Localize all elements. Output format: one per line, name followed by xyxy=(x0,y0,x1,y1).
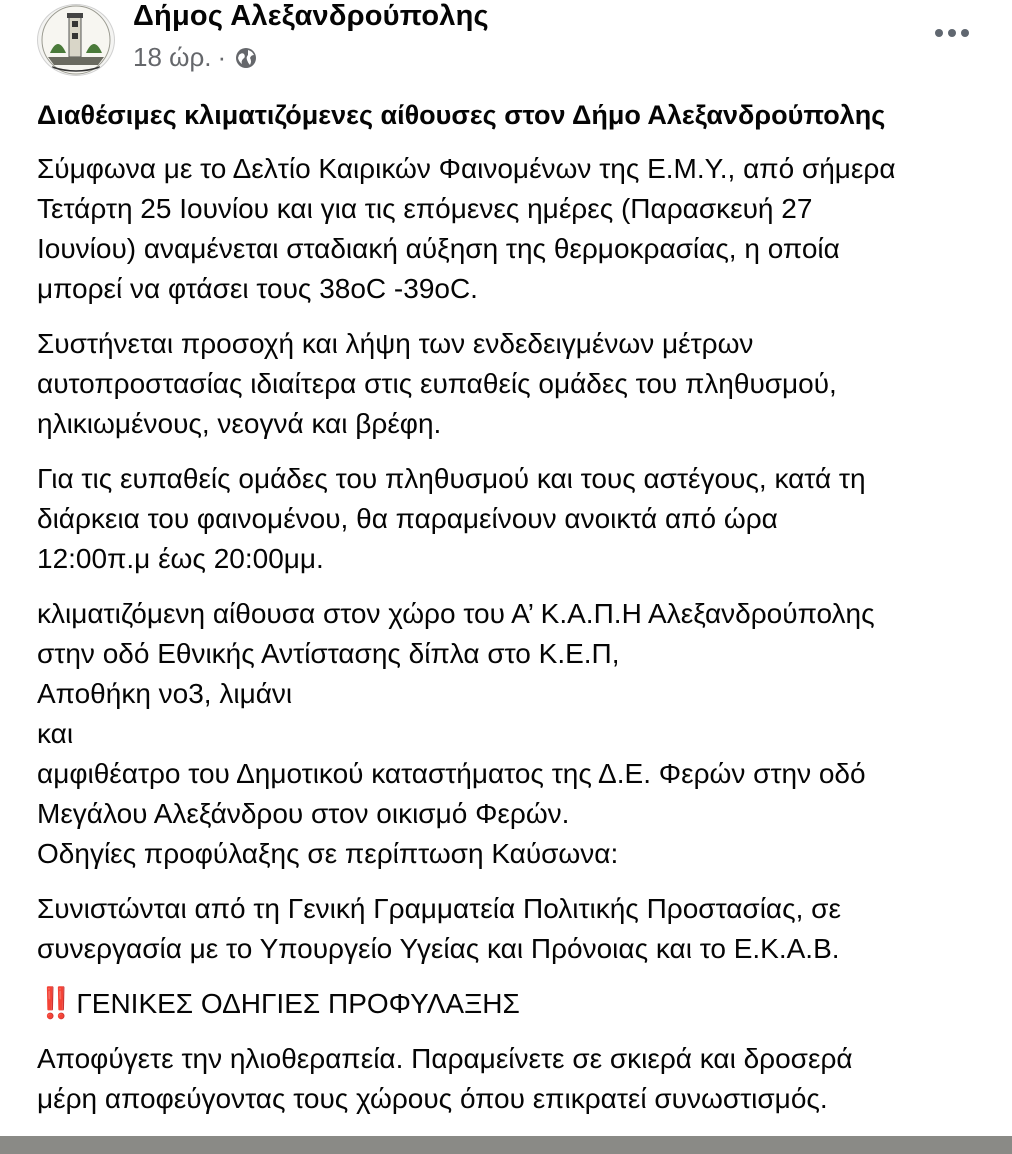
text-line: στην οδό Εθνικής Αντίστασης δίπλα στο Κ.Ε.Π, xyxy=(37,638,620,669)
post-paragraph xyxy=(37,889,997,969)
post-body xyxy=(37,95,997,1119)
municipality-logo-icon xyxy=(38,5,114,75)
post-title: Διαθέσιμες κλιματιζόμενες αίθουσες στον Δήμο Αλεξανδρούπολης xyxy=(37,100,886,130)
text-line: αυτοπροστασίας ιδιαίτερα στις ευπαθείς ομάδες του πληθυσμού, xyxy=(37,368,837,399)
more-options-button[interactable] xyxy=(930,16,974,50)
text-line: Για τις ευπαθείς ομάδες του πληθυσμού και τους αστέγους, κατά τη xyxy=(37,463,866,494)
text-line: Σύμφωνα με το Δελτίο Καιρικών Φαινομένων της Ε.Μ.Υ., από σήμερα xyxy=(37,153,896,184)
text-line: Ιουνίου) αναμένεται σταδιακή αύξηση της θερμοκρασίας, η οποία xyxy=(37,233,840,264)
text-line: διάρκεια του φαινομένου, θα παραμείνουν ανοικτά από ώρα xyxy=(37,503,778,534)
text-line: συνεργασία με το Υπουργείο Υγείας και Πρόνοιας και το Ε.Κ.Α.Β. xyxy=(37,933,840,964)
globe-icon[interactable] xyxy=(234,46,258,70)
text-line: Συνιστώνται από τη Γενική Γραμματεία Πολιτικής Προστασίας, σε xyxy=(37,893,841,924)
double-exclamation-icon: ‼️ xyxy=(37,987,71,1020)
post-paragraph xyxy=(37,149,997,309)
text-line: Μεγάλου Αλεξάνδρου στον οικισμό Φερών. xyxy=(37,798,570,829)
text-line: ηλικιωμένους, νεογνά και βρέφη. xyxy=(37,408,442,439)
warning-heading: ΓΕΝΙΚΕΣ ΟΔΗΓΙΕΣ ΠΡΟΦΥΛΑΞΗΣ xyxy=(76,988,520,1019)
post-meta xyxy=(133,42,258,73)
text-line: κλιματιζόμενη αίθουσα στον χώρο του Α’ Κ.Α.Π.Η Αλεξανδρούπολης xyxy=(37,598,875,629)
post-paragraph xyxy=(37,459,997,579)
post-paragraph xyxy=(37,324,997,444)
post-paragraph xyxy=(37,594,997,874)
screen-bottom-edge xyxy=(0,1136,1012,1154)
text-line: Τετάρτη 25 Ιουνίου και για τις επόμενες ημέρες (Παρασκευή 27 xyxy=(37,193,813,224)
text-line: 12:00π.μ έως 20:00μμ. xyxy=(37,543,324,574)
page-name[interactable]: Δήμος Αλεξανδρούπολης xyxy=(133,0,489,32)
page-avatar[interactable] xyxy=(37,4,115,76)
text-line: μέρη αποφεύγοντας τους χώρους όπου επικρατεί συνωστισμός. xyxy=(37,1083,828,1114)
text-line: μπορεί να φτάσει τους 38oC -39oC. xyxy=(37,273,478,304)
text-line: Αποθήκη νο3, λιμάνι xyxy=(37,678,293,709)
text-line: Αποφύγετε την ηλιοθεραπεία. Παραμείνετε σε σκιερά και δροσερά xyxy=(37,1043,853,1074)
text-line: Συστήνεται προσοχή και λήψη των ενδεδειγμένων μέτρων xyxy=(37,328,754,359)
text-line: και xyxy=(37,718,74,749)
more-options-icon xyxy=(935,29,943,37)
text-line: αμφιθέατρο του Δημοτικού καταστήματος της Δ.Ε. Φερών στην οδό xyxy=(37,758,866,789)
text-line: Οδηγίες προφύλαξης σε περίπτωση Καύσωνα: xyxy=(37,838,619,869)
post-time[interactable]: 18 ώρ. xyxy=(133,42,212,72)
meta-separator: · xyxy=(217,42,227,72)
warning-heading-line xyxy=(37,984,997,1024)
post-paragraph xyxy=(37,1039,997,1119)
